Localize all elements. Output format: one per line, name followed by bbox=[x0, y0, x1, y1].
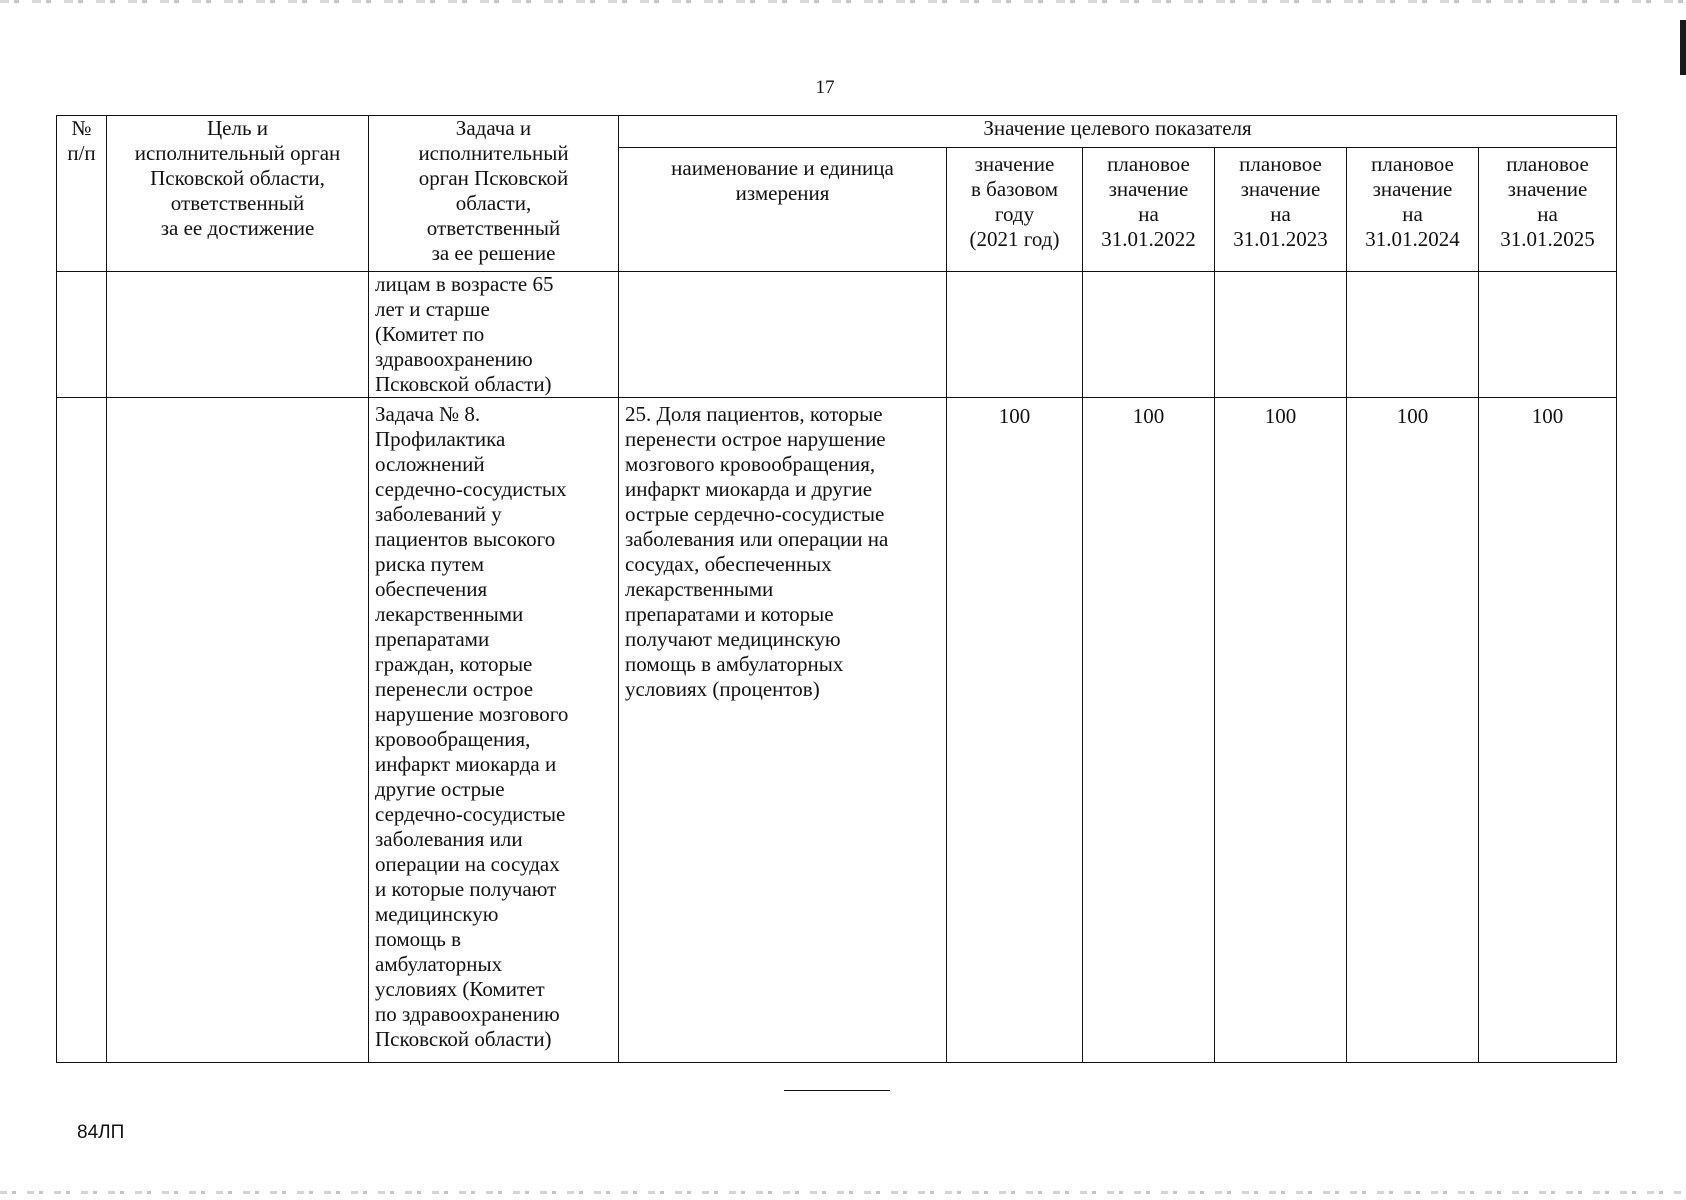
cell-num bbox=[57, 398, 107, 1063]
cell-task: лицам в возрасте 65 лет и старше (Комитет по здравоохранению Псковской области) bbox=[369, 272, 619, 398]
cell-indicator: 25. Доля пациентов, которые перенести острое нарушение мозгового кровообращения, инфаркт миокарда и другие острые сердечно-сосудистые заболевания или операции на сосудах, обеспеченных лекарственными препаратами и которые получают медицинскую помощь в амбулаторных условиях (процентов) bbox=[619, 398, 947, 1063]
scan-edge-right bbox=[1680, 20, 1686, 75]
cell-plan-2025 bbox=[1479, 272, 1617, 398]
header-plan-2024: плановое значение на 31.01.2024 bbox=[1347, 148, 1479, 272]
cell-plan-2022: 100 bbox=[1083, 398, 1215, 1063]
scan-edge-bottom bbox=[0, 1191, 1686, 1194]
header-name-unit: наименование и единица измерения bbox=[619, 148, 947, 272]
cell-goal bbox=[107, 398, 369, 1063]
header-base-value: значение в базовом году (2021 год) bbox=[947, 148, 1083, 272]
document-code: 84ЛП bbox=[77, 1122, 125, 1143]
cell-base-value: 100 bbox=[947, 398, 1083, 1063]
footer-divider bbox=[784, 1090, 890, 1091]
header-plan-2023: плановое значение на 31.01.2023 bbox=[1215, 148, 1347, 272]
cell-num bbox=[57, 272, 107, 398]
table-row bbox=[57, 398, 1617, 1063]
scan-edge-top bbox=[0, 0, 1686, 3]
cell-base-value bbox=[947, 272, 1083, 398]
cell-goal bbox=[107, 272, 369, 398]
cell-plan-2022 bbox=[1083, 272, 1215, 398]
header-plan-2022: плановое значение на 31.01.2022 bbox=[1083, 148, 1215, 272]
cell-plan-2025: 100 bbox=[1479, 398, 1617, 1063]
cell-plan-2023 bbox=[1215, 272, 1347, 398]
cell-plan-2024: 100 bbox=[1347, 398, 1479, 1063]
header-indicator-group: Значение целевого показателя bbox=[619, 116, 1617, 148]
page-number: 17 bbox=[815, 77, 835, 98]
header-task: Задача и исполнительный орган Псковской области, ответственный за ее решение bbox=[369, 116, 619, 272]
cell-plan-2024 bbox=[1347, 272, 1479, 398]
header-goal: Цель и исполнительный орган Псковской области, ответственный за ее достижение bbox=[107, 116, 369, 272]
cell-task: Задача № 8. Профилактика осложнений сердечно-сосудистых заболеваний у пациентов высокого риска путем обеспечения лекарственными препаратами граждан, которые перенесли острое нарушение мозгового кровообращения, инфаркт миокарда и другие острые сердечно-сосудистые заболевания или операции на сосудах и которые получают медицинскую помощь в амбулаторных условиях (Комитет по здравоохранению Псковской области) bbox=[369, 398, 619, 1063]
cell-plan-2023: 100 bbox=[1215, 398, 1347, 1063]
table-row bbox=[57, 272, 1617, 398]
cell-indicator bbox=[619, 272, 947, 398]
header-plan-2025: плановое значение на 31.01.2025 bbox=[1479, 148, 1617, 272]
header-num: № п/п bbox=[57, 116, 107, 272]
indicators-table bbox=[56, 115, 1617, 1063]
